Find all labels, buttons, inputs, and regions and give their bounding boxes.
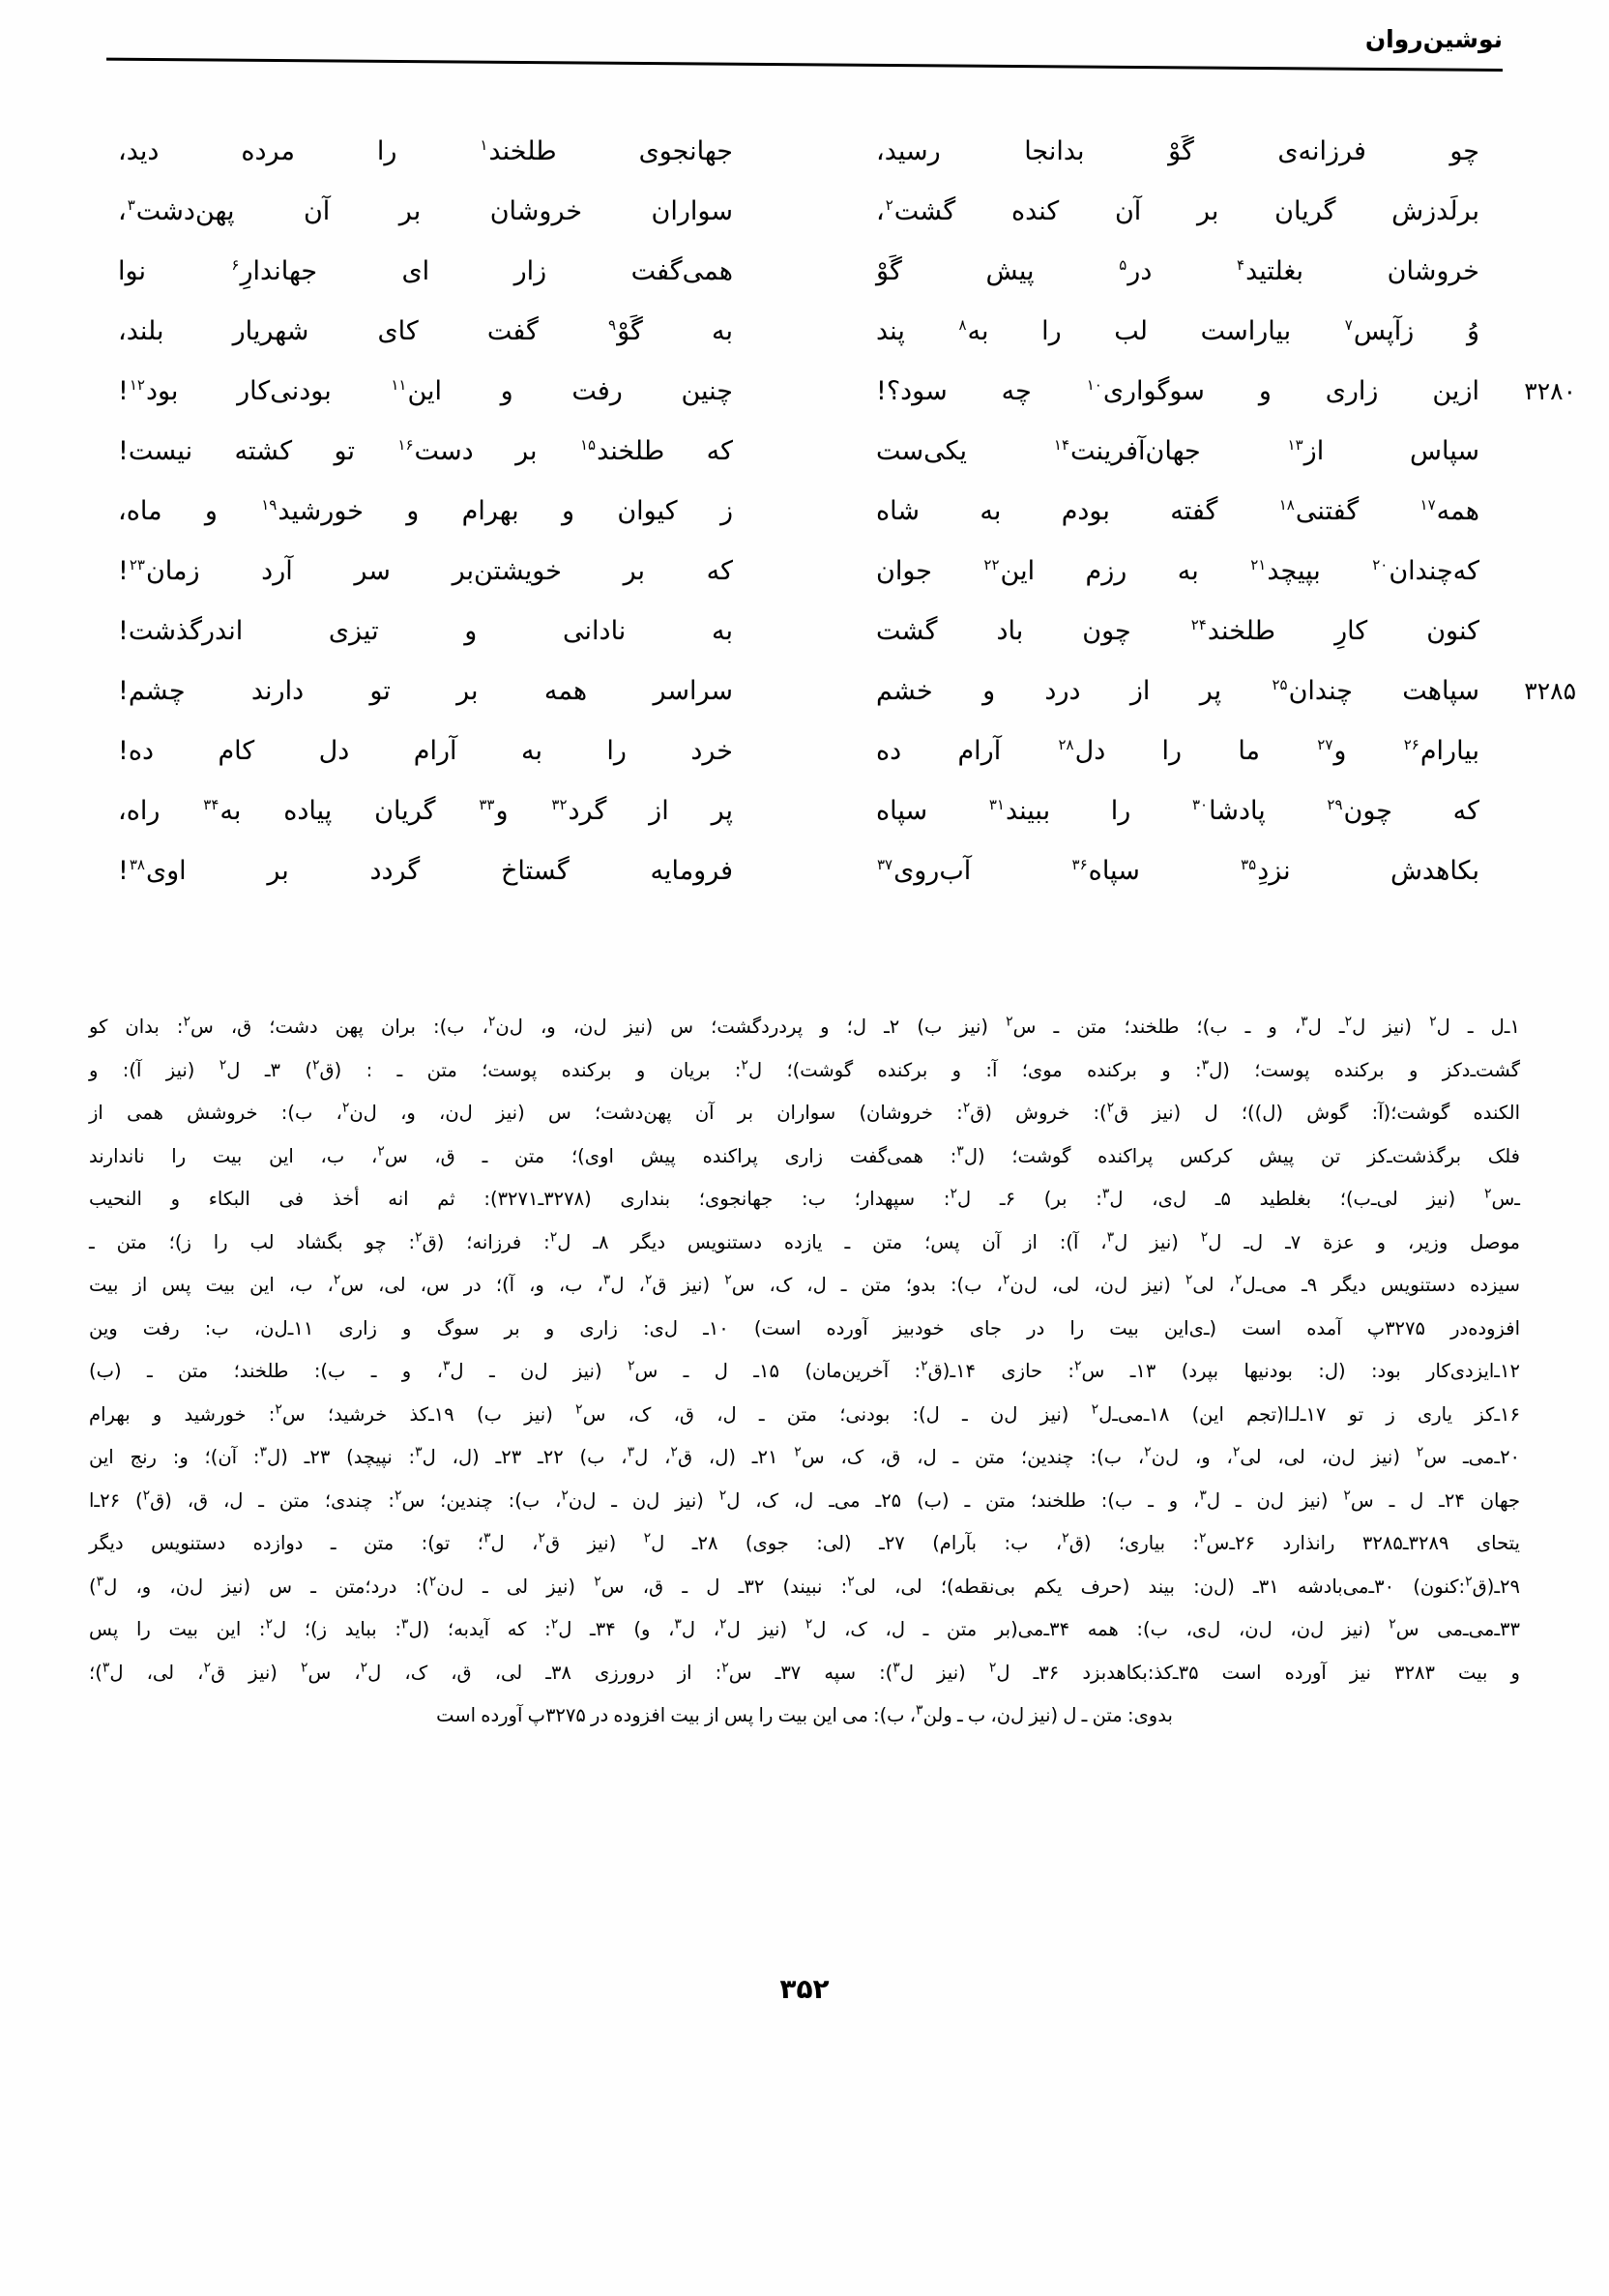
folio-number: ۳۵۲ — [779, 1973, 830, 2005]
apparatus-line: ۱۶ـ‌کز یاری ز تو ۱۷ـ‌لـ‌ا(‌تجم این) ۱۸ـ‌می‌ـ‌ل$^۲$ (نیز ل‌ن ـ ل): بودنی؛ متن ـ ل، ق، ک، س$^۲$ (نیز ب) ۱۹ـ‌کذ خرشید؛ س$^۲$: خورشید و بهرام — [89, 1401, 1520, 1426]
hemistich-right: خروشان بغلتید$^۴$ در$^۵$ پیش گَوْ — [876, 256, 1479, 286]
hemistich-right: همه$^{۱۷}$ گفتنی$^{۱۸}$ گفته بودم به شاه — [876, 496, 1479, 526]
hemistich-left: به نادانی و تیزی اندرگذشت! — [118, 616, 733, 646]
verse-row — [114, 304, 1495, 364]
hemistich-right: سپاس از$^{۱۳}$ جهان‌آفرینت$^{۱۴}$ یکی‌ست — [876, 436, 1479, 466]
verse-number: ۳۲۸۰ — [1524, 377, 1576, 405]
apparatus-line: و بیت ۳۲۸۳ نیز آورده است ۳۵ـ‌کذ:بکاهدبزد ۳۶ـ ل$^۲$ (نیز ل$^۳$): سپه ۳۷ـ س$^۲$: از درورزی ۳۸ـ لی، ق، ک، ل$^۲$، س$^۲$ (نیز ق$^۲$، لی، ل$^۳$)؛ — [89, 1660, 1520, 1684]
hemistich-left: فرومایه گستاخ گردد بر اوی$^{۳۸}$! — [118, 856, 733, 886]
verse-block — [114, 124, 1576, 888]
hemistich-right: چو فرزانه‌ی گَوْ بدانجا رسید، — [876, 136, 1479, 166]
apparatus-line: بدوی: متن ـ ل (نیز ل‌ن، ب ـ و‌لن$^۳$، ب): می این بیت را پس از بیت افزوده در ۳۲۷۵پ آورده است — [436, 1702, 1173, 1726]
apparatus-line: موصل وزیر، و عزة ۷ـ ل‌ـ ل$^۲$ (نیز ل$^۳$، آ): از آن پس؛ متن ـ یازده دستنویس دیگر ۸ـ ل$^۲$: فرزانه؛ (ق$^۲$: چو بگشاد لب را ز)؛ متن ـ — [89, 1229, 1520, 1253]
hemistich-left: همی‌گفت زار ای جهاندارِ$^۶$ نوا — [118, 256, 734, 286]
verse-row — [114, 364, 1576, 424]
apparatus-line: سیزده دستنویس دیگر ۹ـ می‌ـ‌ل$^۲$، لی$^۲$ (نیز ل‌ن، لی، ل‌ن$^۲$، ب): بدو؛ متن ـ ل، ک، س$^۲$ (نیز ق$^۲$، ل$^۳$، ب، و، آ)؛ در س، لی، س$^۲$، ب، این بیت پس از بیت — [89, 1272, 1520, 1296]
hemistich-left: سواران خروشان بر آن پهن‌دشت$^۳$، — [118, 196, 733, 226]
apparatus-line: یتحای ۳۲۸۹ـ۳۲۸۵ را‌نذارد ۲۶ـ‌س$^۲$: بیاری؛ (ق$^۲$، ب: بآرام) ۲۷ـ (لی: جوی) ۲۸ـ ل$^۲$ (نیز ق$^۲$، ل$^۳$؛ تو): متن ـ دوازده دستنویس دیگر — [89, 1530, 1520, 1554]
verse-row — [114, 484, 1495, 544]
verse-row — [114, 544, 1495, 603]
verse-row — [114, 124, 1495, 184]
hemistich-right: وُ زآپس$^۷$ بیاراست لب را به$^۸$ پند — [876, 316, 1479, 346]
apparatus-line: ۱۲ـ‌ایزدی‌کار بود: (ل: بودنیها بپرد) ۱۳ـ س$^۲$: حازی ۱۴ـ‌(ق$^۲$: آخرین‌مان) ۱۵ـ ل ـ س$^۲$ (نیز ل‌ن ـ ل$^۳$، و ـ ب): طلخند؛ متن ـ (ب) — [89, 1358, 1520, 1382]
apparatus-line: ۲۰ـ‌می‌ـ س$^۲$ (نیز ل‌ن، لی، لی$^۲$، و، ل‌ن$^۲$، ب): چندین؛ متن ـ ل، ق، ک، س$^۲$ ۲۱ـ (ل، ق$^۲$، ل$^۳$، ب) ۲۲ـ ۲۳ـ (ل، ل$^۳$: نپیچد) ۲۳ـ (ل$^۳$: آن)؛ و: رنج این — [89, 1444, 1521, 1468]
running-head — [106, 25, 1503, 72]
verse-number: ۳۲۸۵ — [1524, 677, 1576, 705]
apparatus-line: ۳۳ـ‌می‌ـ‌می س$^۲$ (نیز ل‌ن، ل‌ن، ل‌ی، ب): همه ۳۴ـ‌می‌(بر متن ـ ل، ک، ل$^۲$ (نیز ل$^۲$، ل$^۳$، و) ۳۴ـ ل$^۲$: که آیدبه؛ (ل$^۳$: بباید ز)؛ ل$^۲$: این بیت را پس — [89, 1616, 1520, 1640]
apparatus-line: جهان ۲۴ـ ل ـ س$^۲$ (نیز ل‌ن ـ ل$^۳$، و ـ ب): طلخند؛ متن ـ (ب) ۲۵ـ می‌ـ ل، ک، ل$^۲$ (نیز ل‌ن ـ ل‌ن$^۲$، ب): چندین؛ س$^۲$: چندی؛ متن ـ ل، ق، (ق$^۲$) ۲۶ـ‌ا — [89, 1487, 1521, 1512]
apparatus-line: ۱ـ‌ل ـ ل$^۲$ (نیز ل$^۲$ـ ل$^۳$، و ـ ب)؛ طلخند؛ متن ـ س$^۲$ (نیز ب) ۲ـ ل؛ و پردردگشت؛ س (نیز ل‌ن، و، ل‌ن$^۲$، ب): بران پهن دشت؛ ق، س$^۲$: بدان کو — [89, 1014, 1520, 1038]
hemistich-left: چنین رفت و این$^{۱۱}$ بودنی‌کار بود$^{۱۲}$! — [118, 376, 733, 406]
apparatus-criticus — [89, 1006, 1520, 1738]
verse-row — [114, 723, 1495, 783]
running-head-title: نوشین‌روان — [1364, 25, 1503, 53]
hemistich-left: که بر خویشتن‌بر سر آرد زمان$^{۲۳}$! — [118, 556, 733, 586]
hemistich-left: سراسر همه بر تو دارند چشم! — [118, 676, 733, 706]
verse-row — [114, 244, 1495, 304]
apparatus-line: افزوده‌در ۳۲۷۵پ آمده است (ـ‌ی‌این بیت را در جای خودبیز آورده است) ۱۰ـ ل‌ی: زاری و بر سوگ و زاری ۱۱ـ‌ل‌ن، ب: رفت وین — [89, 1316, 1521, 1339]
hemistich-right: بیارام$^{۲۶}$ و$^{۲۷}$ ما را دل$^{۲۸}$ آرام ده — [876, 736, 1479, 766]
hemistich-right: کنون کارِ طلخند$^{۲۴}$ چون باد گشت — [876, 616, 1479, 646]
verse-row — [114, 843, 1495, 903]
verse-row — [114, 663, 1576, 723]
apparatus-line: فلک برگذشت‌ـ‌کز تن پیش کرکس پراکنده گوشت؛ (ل$^۳$: همی‌گفت زاری پراکنده پیش اوی)؛ متن ـ ق، س$^۲$، ب، این بیت را ناندارند — [89, 1143, 1520, 1167]
hemistich-left: به گَوْ$^۹$ گفت کای شهریار بلند، — [118, 316, 734, 346]
hemistich-right: ازین زاری و سوگواری$^{۱۰}$ چه سود؟! — [876, 376, 1479, 406]
verse-row — [114, 424, 1495, 484]
verse-row — [114, 603, 1495, 663]
hemistich-left: پر از گرد$^{۳۲}$ و$^{۳۳}$ گریان پیاده به$^{۳۴}$ راه، — [118, 796, 733, 826]
apparatus-line: گشت‌ـ‌دکز و برکنده پوست؛ (ل$^۳$: و برکنده موی؛ آ: و برکنده‌ گوشت)؛ ل$^۲$: بریان و برکنده پوست؛ متن ـ : (ق$^۲$) ۳ـ ل$^۲$ (نیز آ): و — [89, 1057, 1520, 1081]
hemistich-right: برلَدزش گریان بر آن کنده گشت$^۲$، — [876, 196, 1479, 226]
hemistich-right: که چون$^{۲۹}$ پادشا$^{۳۰}$ را ببیند$^{۳۱}$ سپاه — [876, 796, 1480, 826]
hemistich-right: که‌چندان$^{۲۰}$ بپیچد$^{۲۱}$ به رزم این$^{۲۲}$ جوان — [876, 556, 1479, 586]
apparatus-line: الکنده گوشت؛(آ: گوش (ل))؛ ل (نیز ق$^۲$): خروش (ق$^۲$: خروشان) سواران بر آن پهن‌دشت؛ س (نیز ل‌ن، و، ل‌ن$^۲$، ب): خروشش همی از — [89, 1100, 1520, 1124]
apparatus-line: ۲۹ـ‌(ق$^۲$:‌کنون) ۳۰ـ‌می‌بادشه ۳۱ـ (ل‌ن: بیند (حرف یکم بی‌نقطه)؛ لی، لی$^۲$: نبیند) ۳۲ـ ل ـ ق، س$^۲$ (نیز لی ـ ل‌ن$^۲$): درد؛متن ـ س (نیز ل‌ن، و، ل$^۳$) — [89, 1574, 1520, 1598]
verse-row — [114, 783, 1495, 843]
hemistich-left: جهانجوی طلخند$^۱$ را مرده دید، — [118, 136, 733, 166]
hemistich-right: سپاهت چندان$^{۲۵}$ پر از درد و خشم — [876, 676, 1479, 706]
apparatus-line: ـ‌س$^۲$ (نیز لی‌ـ‌ب)؛ بغلطید ۵ـ ل‌ی، ل$^۳$: بر) ۶ـ ل$^۲$: سپهدار؛ ب: جهانجوی؛ بنداری (۳۲۷۸ـ۳۲۷۱): ثم انه أخذ فی البکاء و النحیب — [89, 1186, 1520, 1210]
header-rule — [106, 58, 1503, 72]
hemistich-right: بکاهدش نزدِ$^{۳۵}$ سپاه$^{۳۶}$ آب‌روی$^{۳۷}$ — [877, 856, 1479, 886]
hemistich-left: خرد را به آرام دل کام ده! — [118, 736, 733, 766]
hemistich-left: که طلخند$^{۱۵}$ بر دست$^{۱۶}$ تو کشته نیست! — [118, 436, 733, 466]
hemistich-left: ز کیوان و بهرام و خورشید$^{۱۹}$ و ماه، — [118, 496, 733, 526]
verse-row — [114, 184, 1495, 244]
